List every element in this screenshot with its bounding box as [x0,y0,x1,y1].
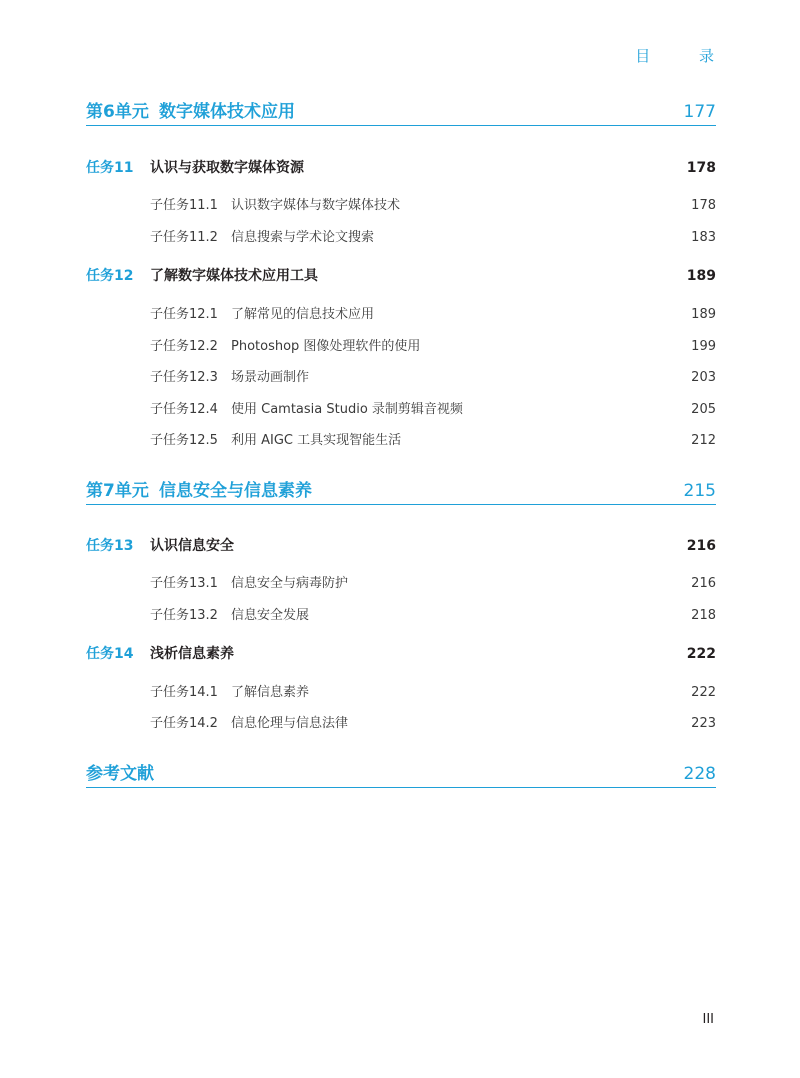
toc-subtask-row[interactable] [86,368,716,388]
toc-subtask-row[interactable] [86,606,716,626]
toc-entry-page: 183 [691,230,716,245]
toc-entry-number: 子任务11.1 [150,198,218,213]
toc-entry-number: 任务12 [86,268,134,284]
toc-entry-number: 子任务14.1 [150,685,218,700]
toc-unit-row[interactable] [86,101,716,126]
toc-entry-number: 任务13 [86,538,134,554]
toc-subtask-row[interactable] [86,574,716,594]
toc-task-row[interactable] [86,644,716,664]
toc-entry-number: 子任务12.4 [150,402,218,417]
toc-references-row[interactable] [86,763,716,788]
toc-entry-title: 使用 Camtasia Studio 录制剪辑音视频 [231,402,463,417]
toc-entry-page: 212 [691,433,716,448]
toc-entry-title: Photoshop 图像处理软件的使用 [231,339,421,354]
toc-entry-title: 了解常见的信息技术应用 [231,307,375,322]
toc-entry-page: 178 [686,160,716,176]
toc-entry-number: 任务14 [86,646,134,662]
toc-entry-title: 了解信息素养 [231,685,310,700]
toc-entry-number: 子任务11.2 [150,230,218,245]
page-number: III [702,1012,714,1027]
toc-entry-title: 信息安全与信息素养 [159,481,312,501]
toc-entry-title: 浅析信息素养 [150,646,234,662]
toc-subtask-row[interactable] [86,714,716,734]
toc-subtask-row[interactable] [86,337,716,357]
toc-entry-title: 认识与获取数字媒体资源 [150,160,304,176]
toc-entry-page: 222 [686,646,716,662]
toc-subtask-row[interactable] [86,683,716,703]
toc-entry-title: 了解数字媒体技术应用工具 [150,268,318,284]
toc-subtask-row[interactable] [86,228,716,248]
toc-subtask-row[interactable] [86,305,716,325]
toc-entry-number: 子任务13.2 [150,608,218,623]
toc-entry-number: 子任务12.3 [150,370,218,385]
toc-entry-page: 189 [686,268,716,284]
toc-entry-title: 参考文献 [86,764,154,784]
toc-entry-number: 子任务12.5 [150,433,218,448]
toc-entry-page: 222 [691,685,716,700]
toc-entry-number: 子任务13.1 [150,576,218,591]
toc-entry-title: 信息伦理与信息法律 [231,716,349,731]
toc-task-row[interactable] [86,158,716,178]
toc-entry-page: 216 [691,576,716,591]
toc-subtask-row[interactable] [86,196,716,216]
toc-entry-page: 178 [691,198,716,213]
toc-entry-page: 203 [691,370,716,385]
toc-entry-title: 认识数字媒体与数字媒体技术 [231,198,401,213]
toc-entry-page: 218 [691,608,716,623]
toc-entry-page: 189 [691,307,716,322]
toc-subtask-row[interactable] [86,431,716,451]
toc-entry-title: 信息安全与病毒防护 [231,576,349,591]
toc-entry-page: 216 [686,538,716,554]
toc-task-row[interactable] [86,266,716,286]
toc-entry-page: 228 [683,764,716,784]
toc-entry-number: 第7单元 [86,481,149,501]
toc-task-row[interactable] [86,536,716,556]
toc-entry-title: 信息搜索与学术论文搜索 [231,230,375,245]
toc-entry-page: 215 [683,481,716,501]
toc-entry-number: 第6单元 [86,102,149,122]
toc-entry-number: 子任务14.2 [150,716,218,731]
toc-subtask-row[interactable] [86,400,716,420]
toc-entry-page: 199 [691,339,716,354]
toc-entry-title: 信息安全发展 [231,608,310,623]
header-title: 目 录 [635,47,736,65]
toc-entry-title: 认识信息安全 [150,538,234,554]
toc-unit-row[interactable] [86,480,716,505]
toc-entry-page: 205 [691,402,716,417]
toc-entry-number: 任务11 [86,160,134,176]
toc-entry-page: 223 [691,716,716,731]
toc-entry-page: 177 [683,102,716,122]
toc-entry-title: 利用 AIGC 工具实现智能生活 [231,433,402,448]
toc-entry-number: 子任务12.2 [150,339,218,354]
toc-entry-title: 场景动画制作 [231,370,310,385]
toc-entry-title: 数字媒体技术应用 [159,102,295,122]
toc-entry-number: 子任务12.1 [150,307,218,322]
